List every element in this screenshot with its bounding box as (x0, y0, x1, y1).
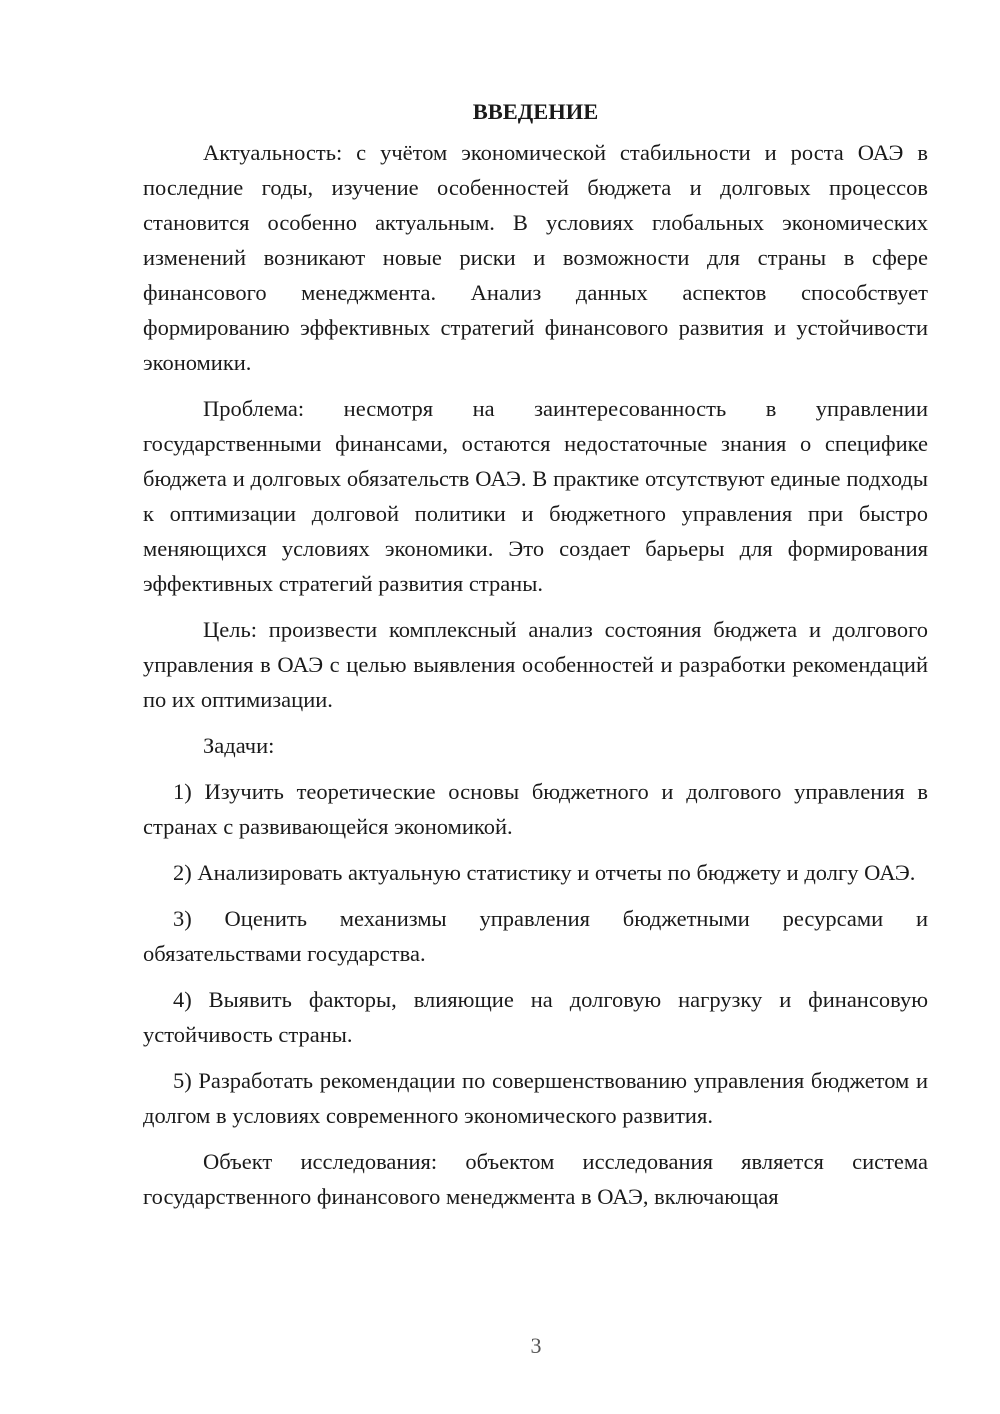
task-item: 4) Выявить факторы, влияющие на долговую нагрузку и финансовую устойчивость страны. (143, 987, 928, 1047)
task-item: 2) Анализировать актуальную статистику и отчеты по бюджету и долгу ОАЭ. (173, 860, 916, 885)
tasks-label: Задачи: (203, 733, 275, 758)
task-item: 5) Разработать рекомендации по совершенствованию управления бюджетом и долгом в условиях современного экономического развития. (143, 1068, 928, 1128)
paragraph-goal: Цель: произвести комплексный анализ состояния бюджета и долгового управления в ОАЭ с целью выявления особенностей и разработки рекомендаций по их оптимизации. (143, 617, 928, 712)
task-item: 1) Изучить теоретические основы бюджетного и долгового управления в странах с развивающейся экономикой. (143, 779, 928, 839)
paragraph-problem: Проблема: несмотря на заинтересованность в управлении государственными финансами, остаются недостаточные знания о специфике бюджета и долговых обязательств ОАЭ. В практике отсутствуют единые подходы к оптимизации долговой политики и бюджетного управления при быстро меняющихся условиях экономики. Это создает барьеры для формирования эффективных стратегий развития страны. (143, 396, 928, 596)
page-content (143, 94, 928, 1225)
page-title: ВВЕДЕНИЕ (472, 99, 599, 124)
paragraph-relevance: Актуальность: с учётом экономической стабильности и роста ОАЭ в последние годы, изучение особенностей бюджета и долговых процессов становится особенно актуальным. В условиях глобальных экономических изменений возникают новые риски и возможности для страны в сфере финансового менеджмента. Анализ данных аспектов способствует формированию эффективных стратегий финансового развития и устойчивости экономики. (143, 140, 928, 375)
task-item: 3) Оценить механизмы управления бюджетными ресурсами и обязательствами государства. (143, 906, 928, 966)
page-number: 3 (530, 1333, 542, 1358)
paragraph-object: Объект исследования: объектом исследования является система государственного финансового менеджмента в ОАЭ, включающая (143, 1149, 928, 1209)
